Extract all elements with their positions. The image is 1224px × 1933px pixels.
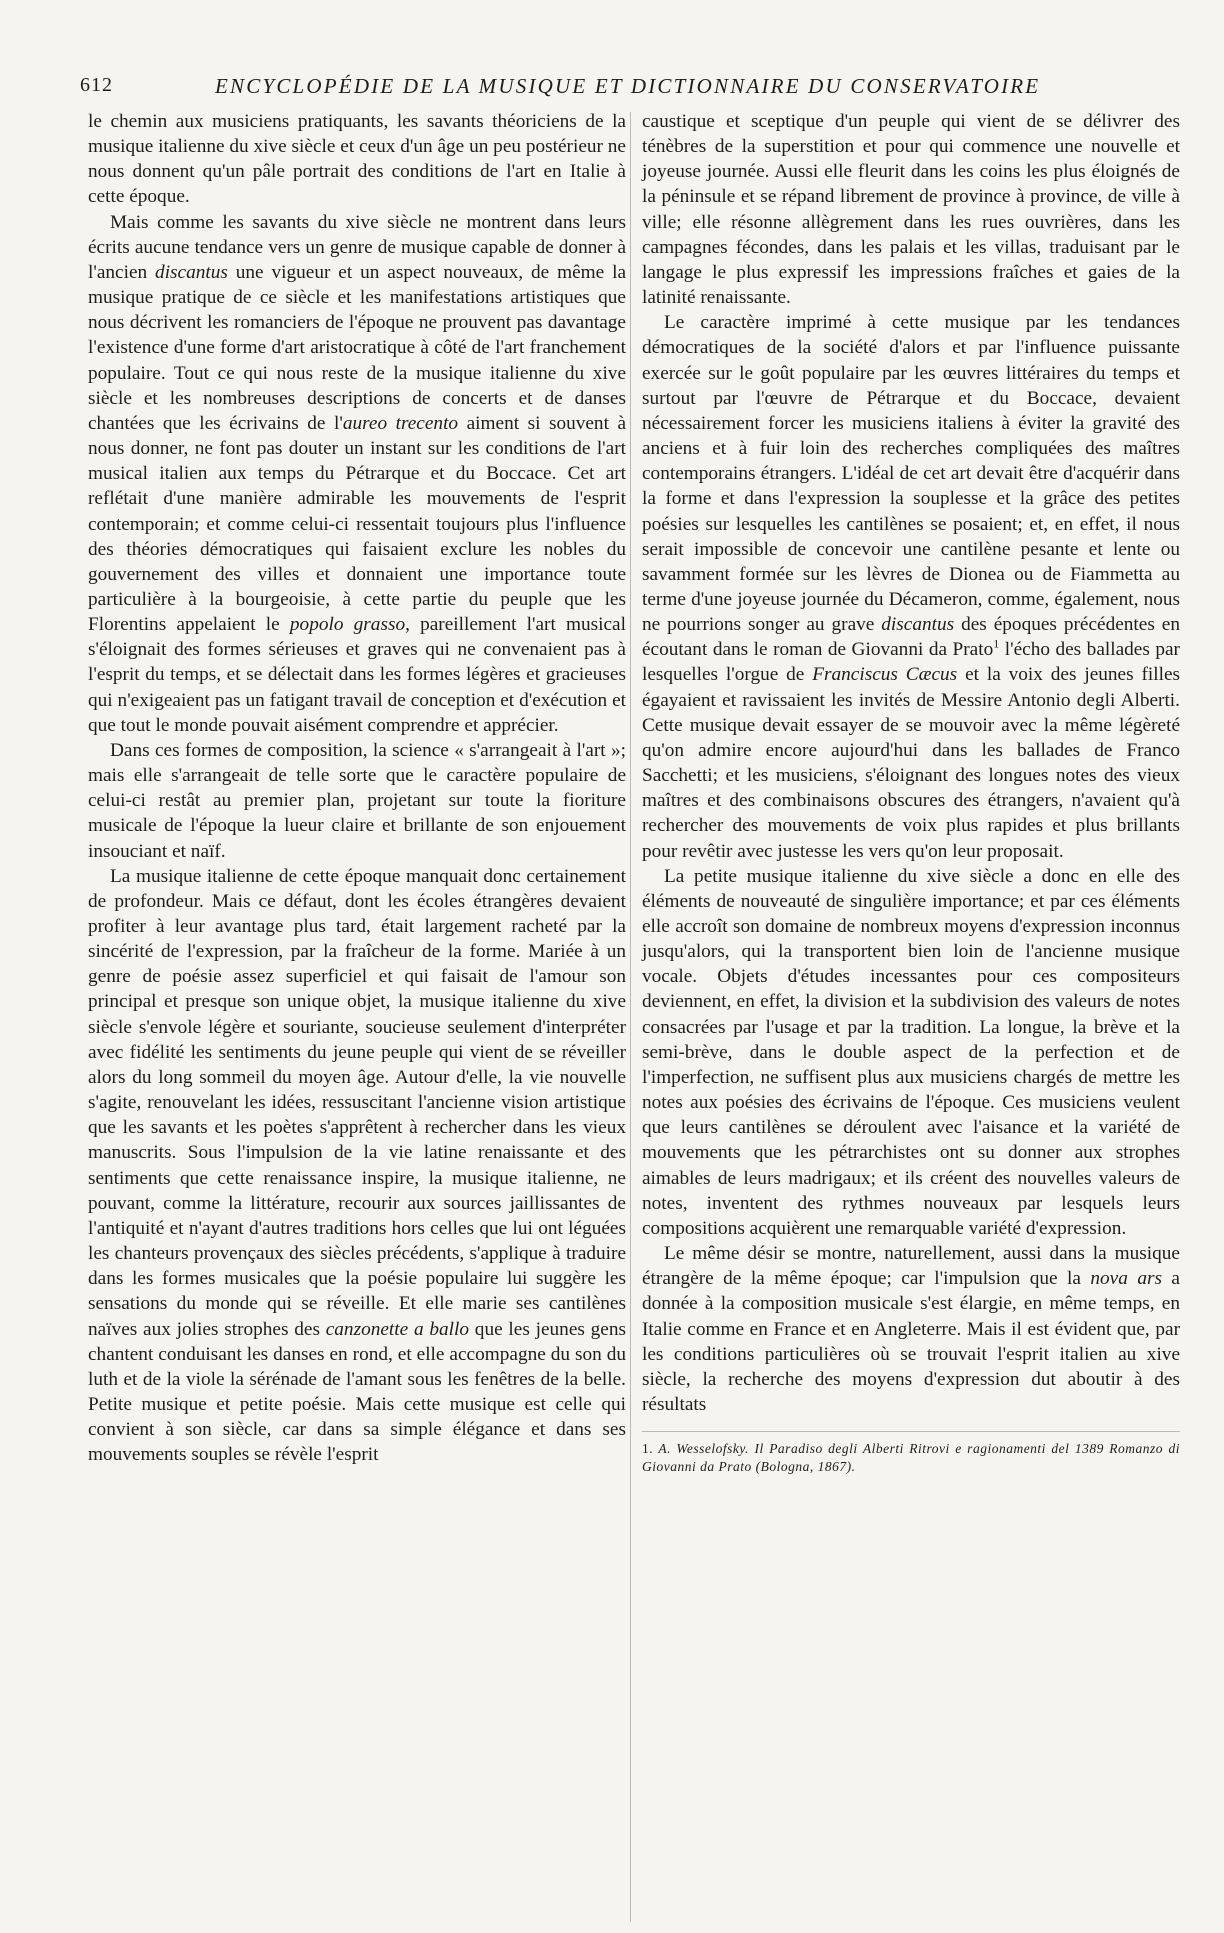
italic-term: nova ars: [1090, 1268, 1162, 1290]
footnote-marker: 1: [993, 636, 1000, 651]
italic-term: discantus: [155, 261, 228, 283]
italic-term: popolo grasso: [289, 614, 406, 636]
paragraph: Mais comme les savants du xive siècle ne montrent dans leurs écrits aucune tendance vers un genre de musique capable de donner à l'ancien discantus une vigueur et un aspect nouveaux, de même la musique pratique de ce siècle et les manifestations artistiques que nous décrivent les romanciers de l'époque ne prouvent pas davantage l'existence d'une forme d'art aristocratique à côté de l'art franchement populaire. Tout ce qui nous reste de la musique italienne du xive siècle et les nombreuses descriptions de concerts et de danses chantées que les écrivains de l'aureo trecento aiment si souvent à nous donner, ne font pas douter un instant sur les conditions de l'art musical italien aux temps du Pétrarque et du Boccace. Cet art reflétait d'une manière admirable les mouvements de l'esprit contemporain; et comme celui-ci ressentait toujours plus l'influence des théories démocratiques qui faisaient exclure les nobles du gouvernement des villes et donnaient une importance toute particulière à la bourgeoisie, à cette partie du peuple que les Florentins appelaient le popolo grasso, pareillement l'art musical s'éloignait des formes sérieuses et graves qui ne convenaient pas à l'esprit du temps, et se délectait dans les formes légères et gracieuses qui n'exigeaient pas un fatigant travail de conception et d'exécution et que tout le monde pouvait aisément comprendre et apprécier.: [88, 211, 627, 736]
paragraph: La musique italienne de cette époque manquait donc certainement de profondeur. Mais ce défaut, dont les écoles étrangères devaient profiter à leur avantage plus tard, était largement racheté par la sincérité de l'expression, par la fraîcheur de la forme. Mariée à un genre de poésie assez superficiel et qui faisait de l'amour son principal et presque son unique objet, la musique italienne du xive siècle s'envole légère et souriante, soucieuse seulement d'interpréter avec fidélité les sentiments du jeune peuple qui vient de se réveiller alors du long sommeil du moyen âge. Autour d'elle, la vie nouvelle s'agite, renouvelant les idées, ressuscitant l'ancienne vision artistique que les savants et les poètes s'apprêtent à rechercher dans les vieux manuscrits. Sous l'impulsion de la vie latine renaissante et des sentiments que cette renaissance inspire, la musique italienne, ne pouvant, comme la littérature, recourir aux sources jaillissantes de l'antiquité et n'ayant d'autres traditions hors celles que lui ont léguées les chanteurs provençaux des siècles précédents, s'applique à traduire dans les formes musicales que la poésie populaire lui suggère les sensations du monde qui se réveille. Et elle marie ses cantilènes naïves aux jolies strophes des canzonette a ballo que les jeunes gens chantent conduisant les danses en rond, et elle accompagne du son du luth et de la viole la sérénade de l'amant sous les fenêtres de la belle. Petite musique et petite poésie. Mais cette musique est celle qui convient à son siècle, car dans sa simple élégance et dans ses mouvements souples se révèle l'esprit: [88, 865, 626, 1466]
paragraph: La petite musique italienne du xive siècle a donc en elle des éléments de nouveauté de singulière importance; et par ces éléments elle accroît son domaine de nombreux moyens d'expression inconnus jusqu'alors, qui la transportent bien loin de l'ancienne musique vocale. Objets d'études incessantes pour ces compositeurs deviennent, en effet, la division et la subdivision des valeurs de notes consacrées par l'usage et par la tradition. La longue, la brève et la semi-brève, dans le double aspect de la perfection et de l'imperfection, ne suffisent plus aux musiciens chargés de mettre les notes aux poésies des écrivains de l'époque. Ces musiciens veulent que leurs cantilènes se déroulent avec l'aisance et la variété de mouvements que les pétrarchistes ont su donner aux strophes aimables de leurs madrigaux; et ils créent des nouvelles valeurs de notes, inventent des rythmes nouveaux par lesquels leurs compositions acquièrent une remarquable variété d'expression.: [642, 865, 1180, 1239]
running-head: ENCYCLOPÉDIE DE LA MUSIQUE ET DICTIONNAIRE DU CONSERVATOIRE: [215, 74, 1041, 98]
paragraph: le chemin aux musiciens pratiquants, les savants théoriciens de la musique italienne du xive siècle et ceux d'un âge un peu postérieur ne nous donnent qu'un pâle portrait des conditions de l'art en Italie à cette époque.: [88, 111, 626, 208]
italic-term: aureo trecento: [342, 412, 459, 434]
footnote: [642, 1431, 1180, 1476]
italic-term: canzonette a ballo: [325, 1318, 470, 1340]
italic-term: discantus: [881, 614, 955, 636]
italic-term: Franciscus Cæcus: [812, 664, 958, 686]
right-column: [642, 109, 1180, 1476]
left-column: [88, 109, 626, 1467]
column-divider: [630, 112, 631, 1922]
paragraph: Dans ces formes de composition, la science « s'arrangeait à l'art »; mais elle s'arrangeait de telle sorte que le caractère populaire de celui-ci restât au premier plan, projetant sur toute la fioriture musicale de l'époque la lueur claire et brillante de son enjouement insouciant et naïf.: [88, 739, 626, 862]
footnote-text: A. Wesselofsky. Il Paradiso degli Alberti Ritrovi e ragionamenti del 1389 Romanzo di Giovanni da Prato (Bologna, 1867).: [642, 1441, 1180, 1475]
paragraph: Le même désir se montre, naturellement, aussi dans la musique étrangère de la même époque; car l'impulsion que la nova ars a donnée à la composition musicale s'est élargie, en même temps, en Italie comme en France et en Angleterre. Mais il est évident que, par les conditions particulières où se trouvait l'esprit italien au xive siècle, la recherche des moyens d'expression dut aboutir à des résultats: [642, 1243, 1180, 1415]
paragraph: Le caractère imprimé à cette musique par les tendances démocratiques de la société d'alors et par l'influence puissante exercée sur le goût populaire par les œuvres littéraires du temps et surtout par l'œuvre de Pétrarque et du Boccace, devaient nécessairement forcer les musiciens italiens à éviter la gravité des anciens et à fuir loin des recherches compliquées des maîtres contemporains étrangers. L'idéal de cet art devait être d'acquérir dans la forme et dans l'expression la souplesse et la grâce des petites poésies sur lesquelles les cantilènes se posaient; et, en effet, il nous serait impossible de concevoir une cantilène pesante et lente ou savamment formée sur les lèvres de Dionea ou de Fiammetta au terme d'une joyeuse journée du Décameron, comme, également, nous ne pourrions songer au grave discantus des époques précédentes en écoutant dans le roman de Giovanni da Prato$^1$ l'écho des ballades par lesquelles l'orgue de Franciscus Cæcus et la voix des jeunes filles égayaient et ravissaient les invités de Messire Antonio degli Alberti. Cette musique devait essayer de se mouvoir avec la même légèreté qu'on admire encore aujourd'hui dans les ballades de Franco Sacchetti; et les musiciens, s'éloignant des longues notes des vieux maîtres et des combinaisons obscures des étrangers, n'avaient qu'à rechercher des mouvements de voix plus rapides et plus brillants pour revêtir avec justesse les vers qu'on leur proposait.: [642, 312, 1181, 862]
footnote-number: 1.: [642, 1441, 654, 1457]
paragraph: caustique et sceptique d'un peuple qui vient de se délivrer des ténèbres de la superstition et pour qui commence une nouvelle et joyeuse journée. Aussi elle fleurit dans les coins les plus éloignés de la péninsule et se répand librement de province à province, de ville à ville; elle résonne allègrement dans les rues ouvrières, dans les campagnes fécondes, dans les palais et les villas, traduisant par le langage le plus expressif les impressions fraîches et gaies de la latinité renaissante.: [642, 111, 1180, 309]
page-header: [80, 70, 1180, 104]
page-number: 612: [80, 74, 113, 96]
